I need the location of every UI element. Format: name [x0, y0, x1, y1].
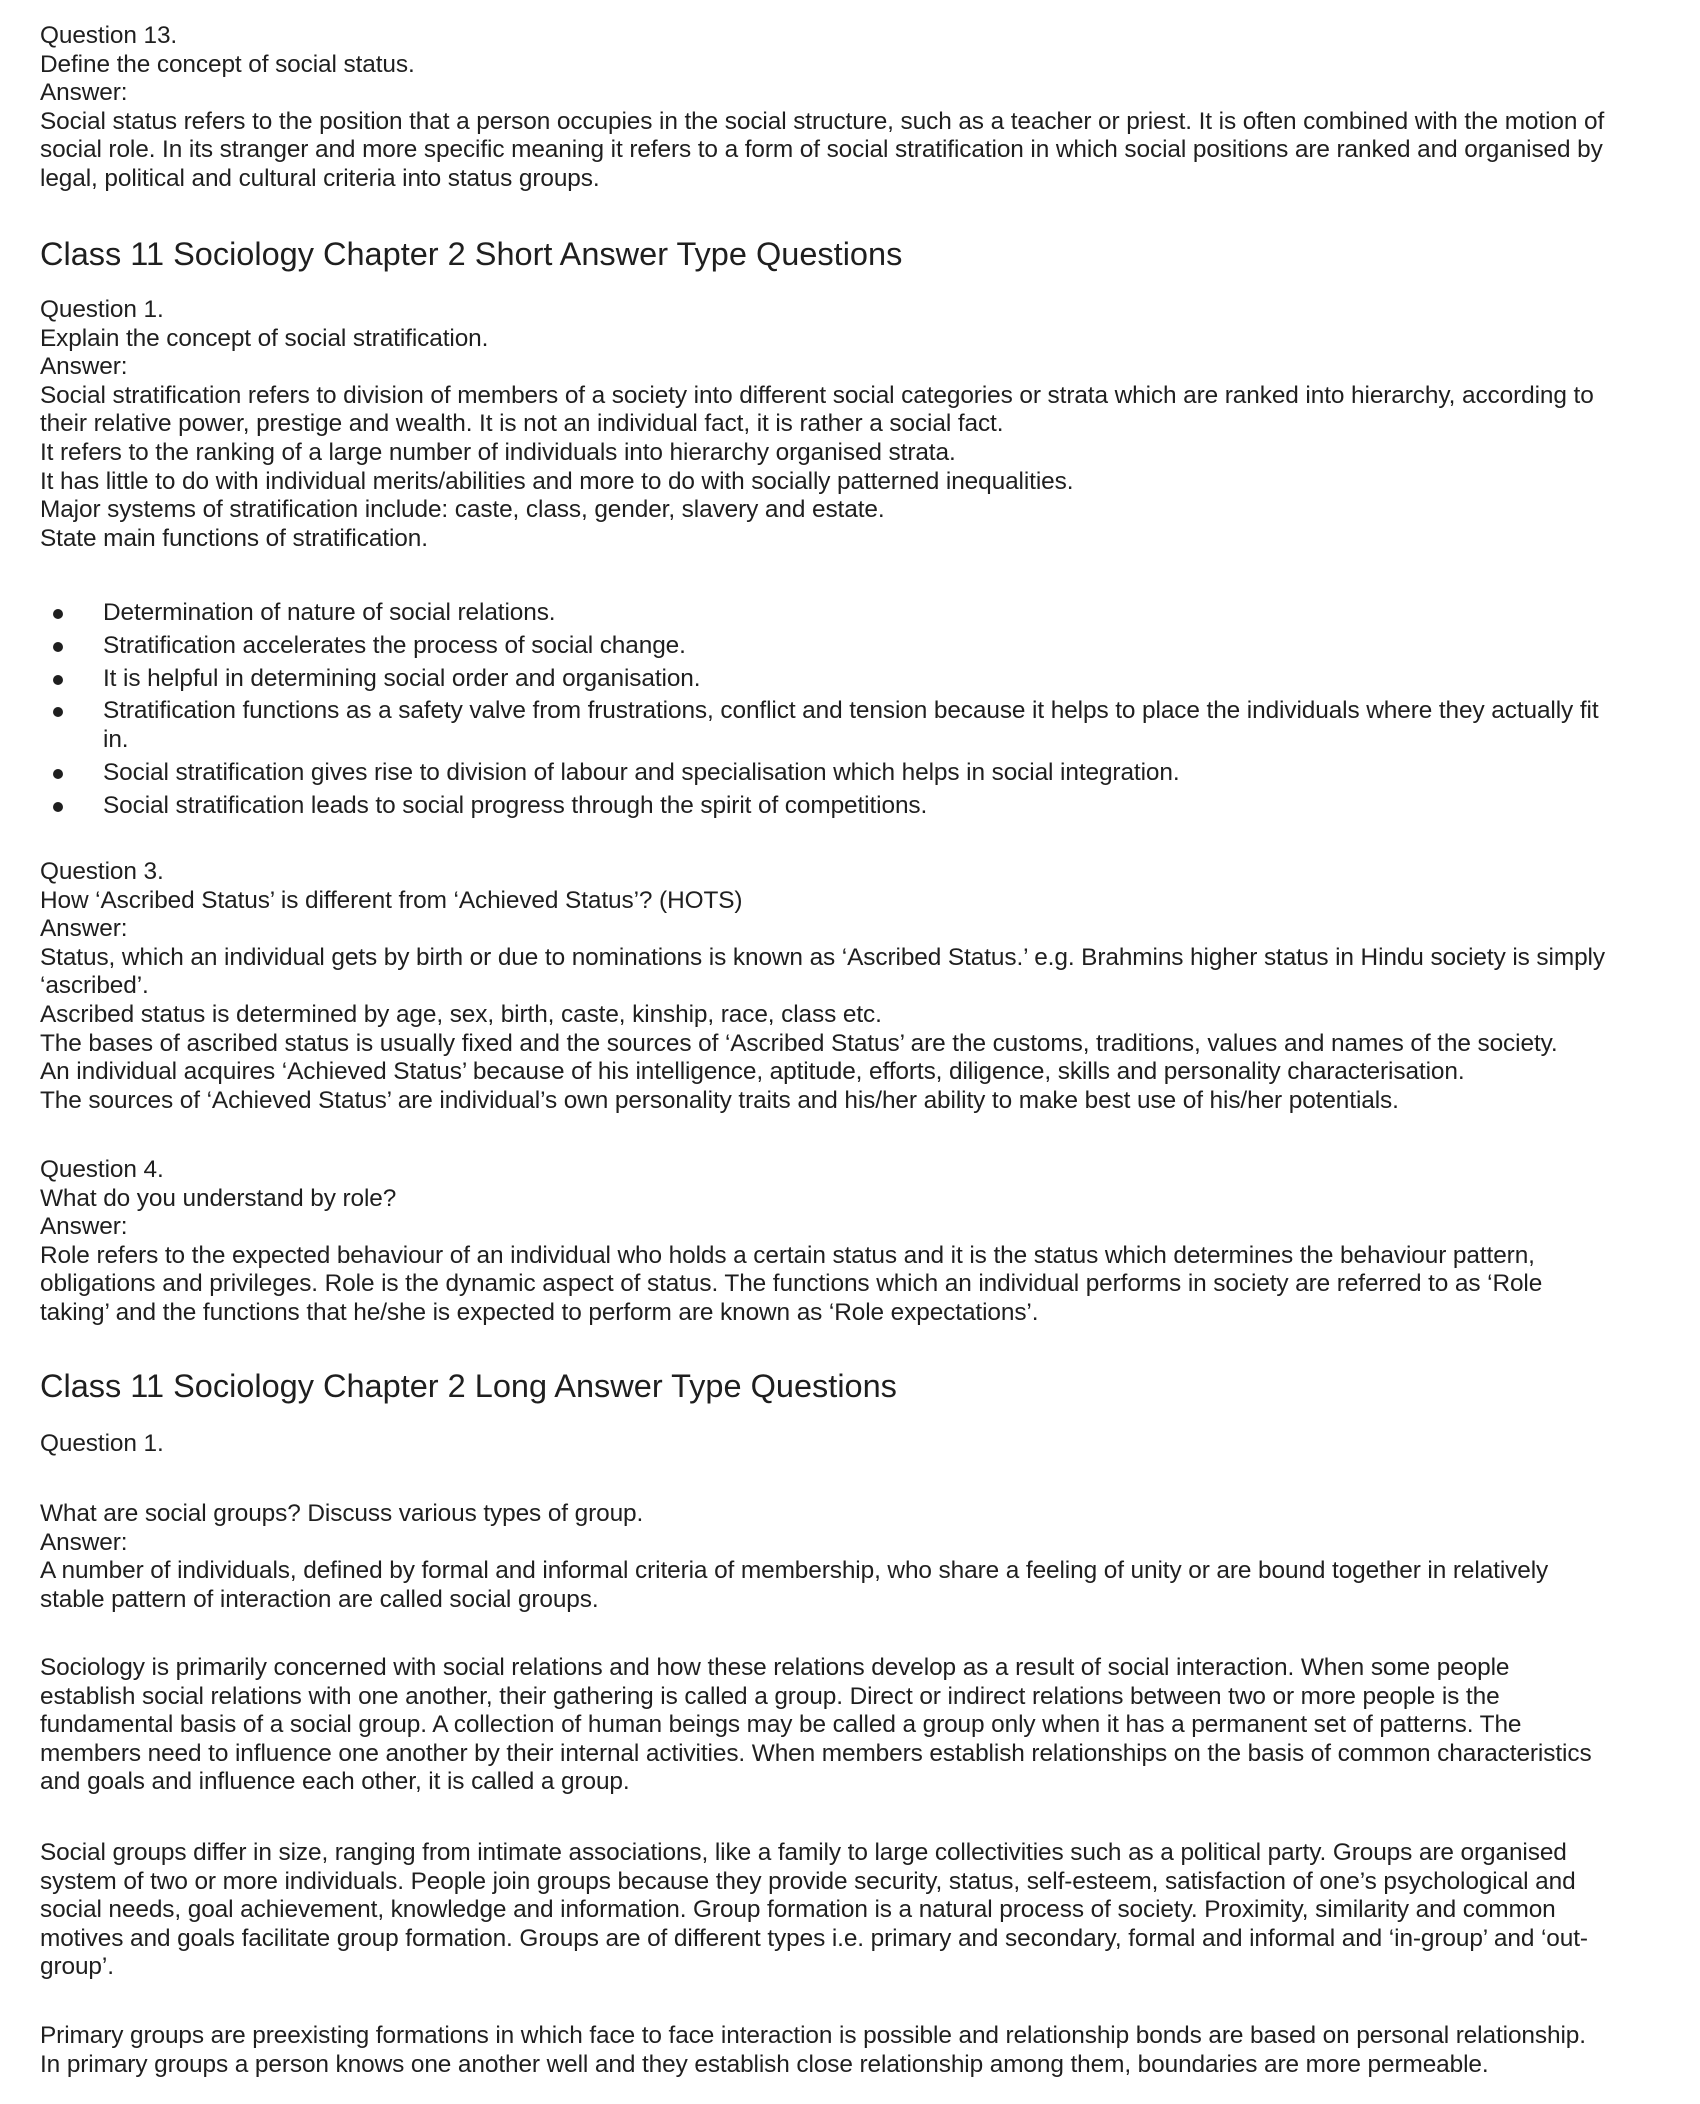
- stratification-functions-list: [40, 599, 1670, 820]
- paragraph-line: establish social relations with one another, their gathering is called a group. Direct or indirect relations between two or more people is the: [40, 1682, 1500, 1710]
- question-number: Question 13.: [40, 22, 178, 49]
- answer-line: their relative power, prestige and wealth. It is not an individual fact, it is rather a social fact.: [40, 410, 1004, 438]
- answer-line: Social status refers to the position that a person occupies in the social structure, such as a teacher or priest. It is often combined with the motion of: [40, 107, 1605, 135]
- answer-line: stable pattern of interaction are called social groups.: [40, 1585, 599, 1613]
- list-item: [40, 759, 1670, 788]
- answer-line: A number of individuals, defined by formal and informal criteria of membership, who share a feeling of unity or are bound together in relatively: [40, 1557, 1549, 1585]
- bullet-icon: [53, 707, 63, 717]
- answer-line: An individual acquires ‘Achieved Status’ because of his intelligence, aptitude, efforts, diligence, skills and personality characterisation.: [40, 1058, 1465, 1086]
- answer-line: Major systems of stratification include: caste, class, gender, slavery and estate.: [40, 496, 885, 524]
- question-text: What are social groups? Discuss various types of group.: [40, 1500, 644, 1527]
- paragraph-line: In primary groups a person knows one another well and they establish close relationship among them, boundaries are more permeable.: [40, 2050, 1489, 2078]
- paragraph-line: social needs, goal achievement, knowledge and information. Group formation is a natural process of society. Proximity, similarity and common: [40, 1896, 1556, 1924]
- paragraph-group-definition: [40, 1654, 1670, 1797]
- answer-line: social role. In its stranger and more specific meaning it refers to a form of social stratification in which social positions are ranked and organised by: [40, 136, 1603, 164]
- answer-label: Answer:: [40, 1528, 128, 1556]
- short-question-3-block: [40, 858, 1670, 1115]
- answer-label: Answer:: [40, 353, 128, 381]
- list-item-text: Social stratification gives rise to division of labour and specialisation which helps in social integration.: [103, 758, 1180, 786]
- long-question-1-block: [40, 1500, 1670, 1614]
- answer-line: It refers to the ranking of a large number of individuals into hierarchy organised strata.: [40, 438, 956, 466]
- paragraph-line: Primary groups are preexisting formations in which face to face interaction is possible and relationship bonds are based on personal relationship.: [40, 2022, 1586, 2049]
- question-number: Question 3.: [40, 858, 164, 885]
- list-item: [40, 792, 1670, 821]
- list-item: [40, 697, 1670, 754]
- paragraph-line: Social groups differ in size, ranging from intimate associations, like a family to large collectivities such as a political party. Groups are organised: [40, 1839, 1567, 1866]
- short-answer-section-heading-block: [40, 235, 1670, 273]
- question-number: Question 4.: [40, 1156, 164, 1183]
- long-answer-section-heading-block: [40, 1367, 1670, 1405]
- paragraph-line: Sociology is primarily concerned with social relations and how these relations develop as a result of social interaction. When some people: [40, 1654, 1510, 1681]
- paragraph-line: system of two or more individuals. People join groups because they provide security, status, self-esteem, satisfaction of one’s psychological and: [40, 1867, 1576, 1895]
- answer-line: It has little to do with individual merits/abilities and more to do with socially patterned inequalities.: [40, 467, 1074, 495]
- answer-line: Social stratification refers to division of members of a society into different social categories or strata which are ranked into hierarchy, according to: [40, 381, 1594, 409]
- section-heading: Class 11 Sociology Chapter 2 Short Answer Type Questions: [40, 236, 903, 272]
- question-number: Question 1.: [40, 296, 164, 323]
- list-item: [40, 599, 1670, 628]
- list-item: [40, 665, 1670, 694]
- answer-label: Answer:: [40, 79, 128, 107]
- long-question-1-number-block: [40, 1430, 1670, 1459]
- list-item-text: Stratification accelerates the process of social change.: [103, 631, 686, 659]
- paragraph-group-size: [40, 1839, 1670, 1982]
- answer-label: Answer:: [40, 915, 128, 943]
- short-question-1-block: [40, 296, 1670, 553]
- question-text: Explain the concept of social stratification.: [40, 324, 489, 352]
- answer-line: The sources of ‘Achieved Status’ are individual’s own personality traits and his/her ability to make best use of his/her potentials.: [40, 1086, 1399, 1114]
- list-item-text: It is helpful in determining social order and organisation.: [103, 664, 701, 692]
- answer-line: The bases of ascribed status is usually fixed and the sources of ‘Ascribed Status’ are the customs, traditions, values and names of the society.: [40, 1029, 1558, 1057]
- paragraph-line: motives and goals facilitate group formation. Groups are of different types i.e. primary and secondary, formal and informal and ‘in-group’ and ‘out-: [40, 1924, 1588, 1952]
- answer-line: Ascribed status is determined by age, sex, birth, caste, kinship, race, class etc.: [40, 1000, 882, 1028]
- question-text: What do you understand by role?: [40, 1184, 397, 1212]
- list-item-text-continued: in.: [103, 725, 129, 753]
- section-heading: Class 11 Sociology Chapter 2 Long Answer Type Questions: [40, 1368, 897, 1404]
- bullet-icon: [53, 802, 63, 812]
- answer-line: Status, which an individual gets by birth or due to nominations is known as ‘Ascribed Status.’ e.g. Brahmins higher status in Hindu society is simply: [40, 943, 1605, 971]
- question-text: How ‘Ascribed Status’ is different from ‘Achieved Status’? (HOTS): [40, 886, 743, 914]
- answer-line: ‘ascribed’.: [40, 972, 149, 1000]
- bullet-icon: [53, 642, 63, 652]
- list-item: [40, 632, 1670, 661]
- paragraph-primary-groups: [40, 2022, 1670, 2079]
- bullet-icon: [53, 769, 63, 779]
- list-item-text: Social stratification leads to social progress through the spirit of competitions.: [103, 791, 928, 819]
- paragraph-line: fundamental basis of a social group. A collection of human beings may be called a group only when it has a permanent set of patterns. The: [40, 1711, 1522, 1739]
- answer-line: obligations and privileges. Role is the dynamic aspect of status. The functions which an individual performs in society are referred to as ‘Role: [40, 1270, 1543, 1298]
- paragraph-line: group’.: [40, 1953, 114, 1981]
- bullet-icon: [53, 675, 63, 685]
- question-number: Question 1.: [40, 1430, 164, 1457]
- answer-line: taking’ and the functions that he/she is expected to perform are known as ‘Role expectations’.: [40, 1298, 1039, 1326]
- bullet-icon: [53, 609, 63, 619]
- answer-label: Answer:: [40, 1213, 128, 1241]
- paragraph-line: members need to influence one another by their internal activities. When members establish relationships on the basis of common characteristics: [40, 1739, 1592, 1767]
- list-item-text: Stratification functions as a safety valve from frustrations, conflict and tension because it helps to place the individuals where they actually fit: [103, 697, 1599, 725]
- short-question-4-block: [40, 1156, 1670, 1328]
- answer-line: Role refers to the expected behaviour of an individual who holds a certain status and it is the status which determines the behaviour pattern,: [40, 1241, 1535, 1269]
- answer-line: State main functions of stratification.: [40, 524, 428, 552]
- question-text: Define the concept of social status.: [40, 50, 415, 78]
- paragraph-line: and goals and influence each other, it is called a group.: [40, 1768, 630, 1796]
- question-13-block: [40, 22, 1670, 194]
- answer-line: legal, political and cultural criteria into status groups.: [40, 164, 600, 192]
- list-item-text: Determination of nature of social relations.: [103, 599, 556, 626]
